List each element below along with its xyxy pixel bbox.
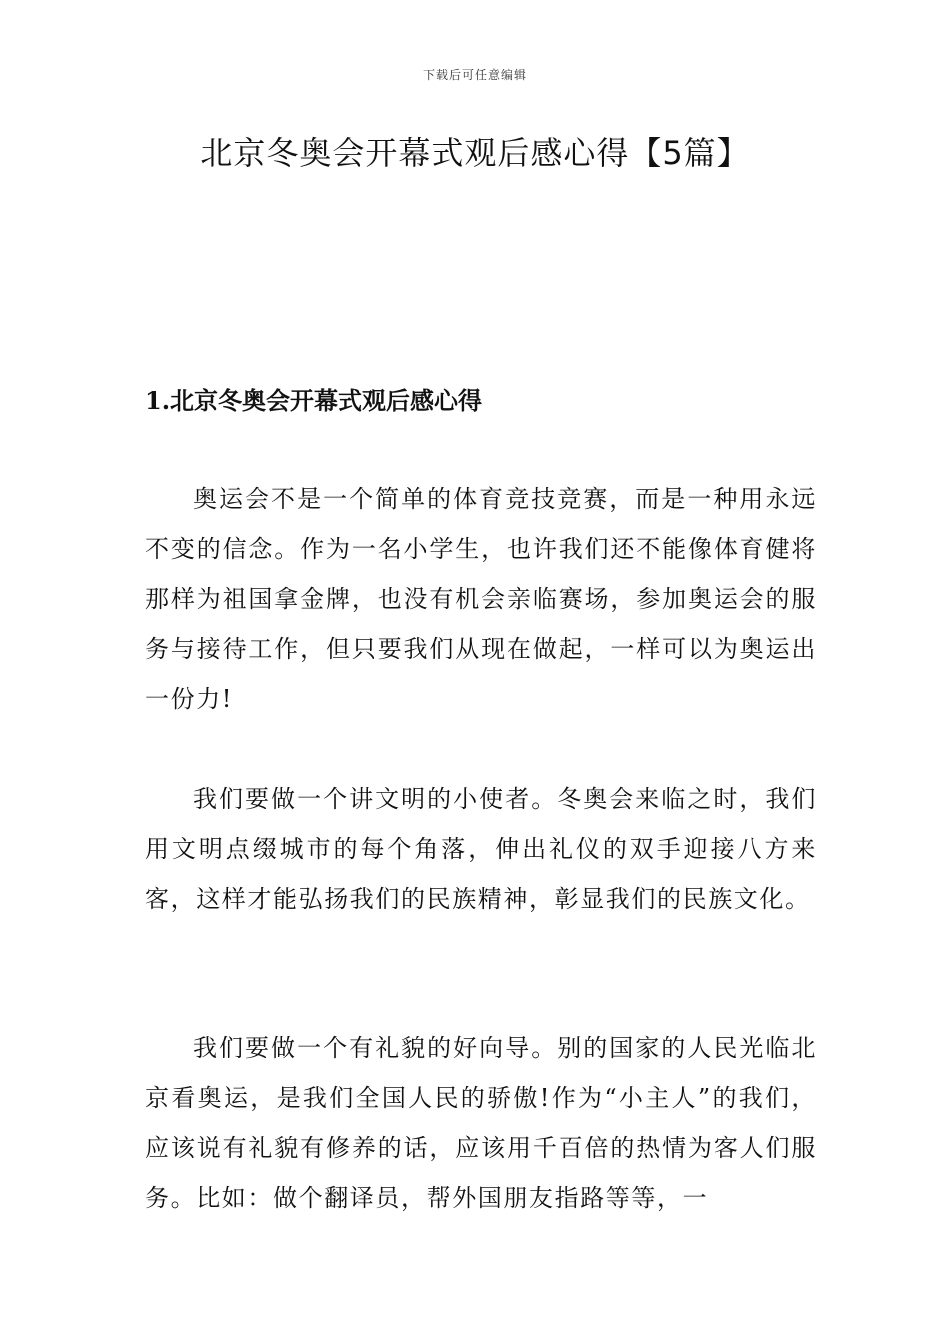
section-heading: 1.北京冬奥会开幕式观后感心得 — [145, 386, 483, 415]
page-header-note: 下载后可任意编辑 — [422, 68, 527, 82]
body-paragraph-2: 我们要做一个讲文明的小使者。冬奥会来临之时，我们用文明点缀城市的每个角落，伸出礼仪的双手迎接八方来客，这样才能弘扬我们的民族精神，彰显我们的民族文化。 — [145, 785, 817, 913]
body-paragraph-1: 奥运会不是一个简单的体育竞技竞赛，而是一种用永远不变的信念。作为一名小学生，也许我们还不能像体育健将那样为祖国拿金牌，也没有机会亲临赛场，参加奥运会的服务与接待工作，但只要我们从现在做起，一样可以为奥运出一份力! — [145, 485, 817, 713]
body-paragraph-3: 我们要做一个有礼貌的好向导。别的国家的人民光临北京看奥运，是我们全国人民的骄傲!作为“小主人”的我们，应该说有礼貌有修养的话，应该用千百倍的热情为客人们服务。比如：做个翻译员，帮外国朋友指路等等，一 — [145, 1034, 817, 1212]
document-title: 北京冬奥会开幕式观后感心得【5篇】 — [200, 134, 750, 172]
